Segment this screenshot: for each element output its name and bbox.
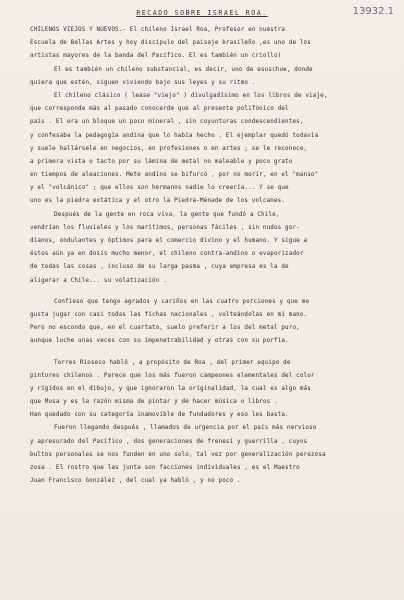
text-line: aunque luche unas veces con su impenetrabilidad y otras con su porfía.	[30, 338, 289, 345]
text-line: éstos aún ya en dosis mucho menor, el chileno contra-andino o evaporizador	[30, 251, 304, 258]
text-line: vendrían los fluviales y los marítimos, personas fáciles , sin nudos gor-	[30, 224, 300, 231]
text-line: Escuela de Bellas Artes y hoy discípulo del paisaje brasileño ,es uno de los	[30, 40, 311, 47]
text-line: pintores chilenos . Parece que los más fueron campeones elementales del color	[30, 372, 315, 379]
paragraph	[30, 209, 385, 288]
paragraph	[30, 296, 385, 349]
text-line: uno es la piedra extática y el otro la Piedra-Ménade de los volcanes.	[30, 198, 286, 205]
text-line: Torres Rioseco habló , a propósito de Roa , del primer equipo de	[54, 359, 291, 366]
text-line: gusta jugar con casi todas las fichas nacionales , volteándolas en mi mano.	[30, 311, 308, 318]
text-line: Confieso que tengo agrados y cariños en las cuatro porciones y que me	[54, 298, 310, 305]
text-line: bultos personales se nos funden en uno solo, tal vez por generalización perezosa	[30, 451, 326, 458]
text-line: y rígidos en el dibujo, y que ignoraron la originalidad, la cual es algo más	[30, 385, 311, 392]
text-line: Han quedado con su categoría inamovible de fundadores y eso les basta.	[30, 412, 289, 419]
folio-number: 13932.1	[352, 6, 394, 17]
document-body	[30, 24, 385, 488]
text-line: de todas las cosas , incluso de su larga pasma , cuya empresa es la de	[30, 264, 289, 271]
text-line: El chileno clásico ( lease "viejo" ) divulgadísimo en los libros de viaje,	[54, 92, 328, 99]
paragraph	[30, 90, 385, 209]
text-line: que corresponde más al pasado conocerde que al presente polifónico del	[30, 106, 289, 113]
paragraph	[30, 422, 385, 488]
text-line: Juan Francisco González , del cual ya habló , y no poco .	[30, 478, 241, 485]
text-line: zosa . El rostro que las junta son facciones individuales , es el Maestro	[30, 465, 300, 471]
text-line: país . El era un bloque un poco mineral , sin coyunturas condescendientes,	[30, 119, 304, 126]
text-line: y el "volcánico" ; que ellos son hermanos nadie lo creería... Y se que	[30, 185, 289, 192]
paragraph	[30, 357, 385, 423]
text-line: Pero no escondo que, en el cuartato, suelo preferir a los del metal puro,	[30, 325, 300, 332]
text-line: y confesaba la pedagogía andina que lo había hecho . El ejemplar quedó todavía	[30, 132, 319, 139]
text-line: CHILENOS VIEJOS Y NUEVOS.- El chileno Israel Roa, Profesor en nuestra	[30, 27, 286, 33]
text-line: aligerar a Chile... su volatización .	[30, 277, 167, 284]
text-line: Después de la gente en roca viva, la gente que fundó a Chile,	[54, 211, 280, 218]
text-line: y apresurado del Pacífico , dos generaciones de frenesí y guerrilla , cuyos	[30, 438, 308, 445]
text-line: artistas mayores de la banda del Pacífico. El es también un criollo)	[30, 53, 282, 60]
text-line: en tiempos de aleaciones. Mete andino se bifurcó , por no morir, en el "manso"	[30, 172, 319, 179]
page-title: RECADO SOBRE ISRAEL ROA.	[136, 9, 268, 17]
text-line: Fueron llegando después , llamados de urgencia por el país más nervioso	[54, 425, 317, 432]
paragraph	[30, 64, 385, 90]
text-line: El es también un chileno substancial, es decir, uno de esoschue, donde	[54, 66, 313, 73]
text-line: quiera que estén, siguen viviendo bajo sus leyes y su ritmo .	[30, 79, 256, 86]
text-line: dianos, ondulantes y óptimos para el comercio divino y el humano. Y sigue a	[30, 238, 308, 244]
paragraph	[30, 24, 385, 64]
text-line: a primera vista o tacto por su lámina de metal no maleable y poco grato	[30, 158, 293, 165]
text-line: y suele hallársele en negocios, en profesiones o en artes ; se le reconoce,	[30, 145, 308, 152]
text-line: que Musa y es la razón misma de pintar y de hacer música o libros .	[30, 399, 278, 406]
